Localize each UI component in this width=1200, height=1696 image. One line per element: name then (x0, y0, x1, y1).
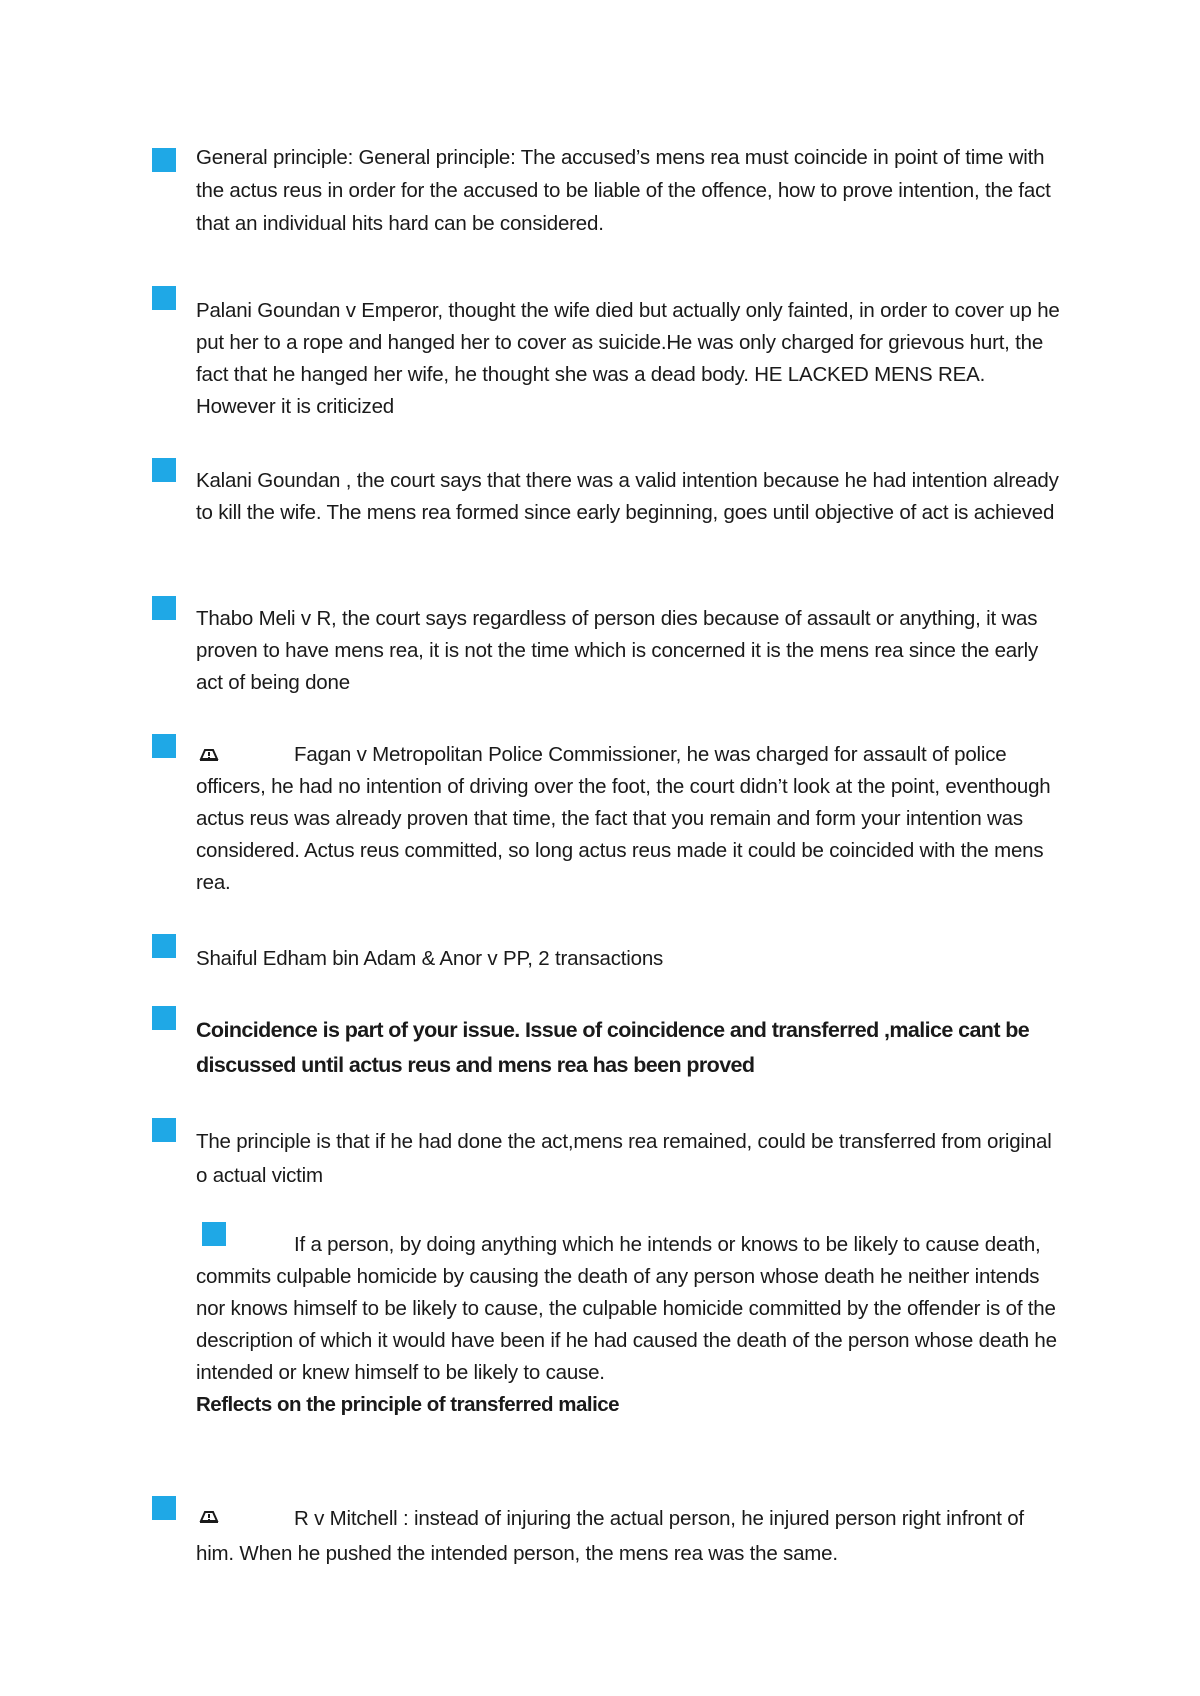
list-item-text-content: Fagan v Metropolitan Police Commissioner, he was charged for assault of police officers, he had no intention of driving over the foot, the court didn’t look at the point, eventhough actus reus was already proven that time, the fact that you remain and form your intention was considered. Actus reus committed, so long actus reus made it could be coincided with the mens rea. (196, 743, 1051, 894)
list-item-text-content: R v Mitchell : instead of injuring the actual person, he injured person right infront of him. When he pushed the intended person, the mens rea was the same. (196, 1507, 1024, 1565)
square-bullet-icon (152, 1006, 176, 1030)
list-item-text: The principle is that if he had done the act,mens rea remained, could be transferred from original o actual victim (196, 1130, 1052, 1187)
list-item-text (196, 1501, 1066, 1571)
list-item-text: Palani Goundan v Emperor, thought the wife died but actually only fainted, in order to cover up he put her to a rope and hanged her to cover as suicide.He was only charged for grievous hurt, the fact that he hanged her wife, he thought she was a dead body. HE LACKED MENS REA. However it is criticized (196, 299, 1060, 418)
square-bullet-icon (152, 286, 176, 310)
list-item-text (196, 739, 1066, 899)
square-bullet-icon (152, 596, 176, 620)
square-bullet-icon (152, 458, 176, 482)
square-bullet-icon (152, 734, 176, 758)
list-item-text: Thabo Meli v R, the court says regardless of person dies because of assault or anything, it was proven to have mens rea, it is not the time which is concerned it is the mens rea since the early act of being done (196, 607, 1039, 694)
square-bullet-icon (152, 148, 176, 172)
square-bullet-icon (152, 1118, 176, 1142)
list-item-text: Shaiful Edham bin Adam & Anor v PP, 2 transactions (196, 947, 664, 970)
list-item-text: Coincidence is part of your issue. Issue of coincidence and transferred ,malice cant be discussed until actus reus and mens rea has been proved (196, 1018, 1030, 1077)
list-item-text-content: If a person, by doing anything which he intends or knows to be likely to cause death, commits culpable homicide by causing the death of any person whose death he neither intends nor knows himself to be likely to cause, the culpable homicide committed by the offender is of the description of which it would have been if he had caused the death of the person whose death he intended or knew himself to be likely to cause. (196, 1233, 1057, 1384)
square-bullet-icon (152, 934, 176, 958)
list-item-note: Reflects on the principle of transferred malice (196, 1393, 620, 1416)
list-item-text (196, 1229, 1066, 1389)
square-bullet-icon (152, 1496, 176, 1520)
list-item-text: Kalani Goundan , the court says that there was a valid intention because he had intention already to kill the wife. The mens rea formed since early beginning, goes until objective of act is achieved (196, 469, 1059, 524)
list-item-text: General principle: General principle: The accused’s mens rea must coincide in point of time with the actus reus in order for the accused to be liable of the offence, how to prove intention, the fact that an individual hits hard can be considered. (196, 146, 1051, 235)
